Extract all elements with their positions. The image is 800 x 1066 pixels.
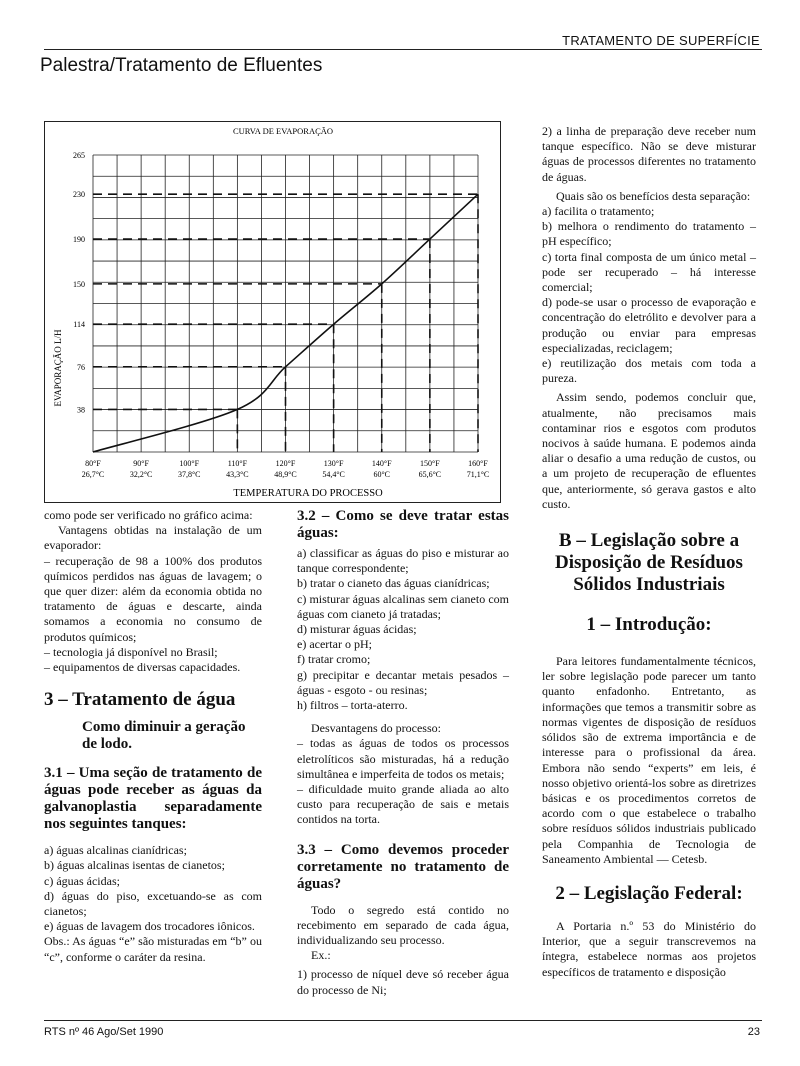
list-item: d) águas do piso, excetuando-se as com cianetos;: [44, 888, 262, 919]
page-section-title: Palestra/Tratamento de Efluentes: [40, 55, 323, 76]
list-item: b) águas alcalinas isentas de cianetos;: [44, 858, 225, 873]
x-axis-label: TEMPERATURA DO PROCESSO: [233, 488, 383, 499]
list-item: b) tratar o cianeto das águas cianídricas;: [297, 576, 490, 591]
footer-rule: [44, 1020, 762, 1021]
list-item: e) acertar o pH;: [297, 637, 372, 652]
x-tick-label-f: 130°F: [323, 459, 344, 468]
heading-3: 3 – Tratamento de água: [44, 689, 236, 711]
x-tick-label-c: 48,9°C: [274, 470, 297, 479]
paragraph: Todo o segredo está contido no recebimento em separado de cada água, individualizando seu processo.: [297, 902, 509, 948]
paragraph: 1) processo de níquel deve só receber água do processo de Ni;: [297, 967, 509, 997]
header-rule: [44, 49, 762, 50]
list-item: c) torta final composta de um único metal – pode ser recuperado – há interesse comercial;: [542, 249, 756, 295]
column-3: [542, 124, 756, 980]
y-tick-label: 265: [73, 151, 85, 160]
x-tick-label-f: 140°F: [371, 459, 392, 468]
heading-b: B – Legislação sobre a Disposição de Resíduos Sólidos Industriais: [555, 530, 743, 596]
x-tick-labels: [82, 459, 490, 479]
y-tick-label: 190: [73, 235, 85, 245]
heading-3-2: 3.2 – Como se deve tratar estas águas:: [297, 508, 509, 541]
paragraph: Ex.:: [311, 948, 331, 963]
note: Obs.: As águas “e” são misturadas em “b” ou “c”, conforme o caráter da resina.: [44, 934, 262, 964]
x-tick-label-c: 60°C: [373, 470, 391, 479]
list-item: a) classificar as águas do piso e misturar ao tanque correspondente;: [297, 546, 509, 576]
x-tick-label-f: 160°F: [468, 459, 488, 468]
x-tick-label-c: 71,1°C: [466, 470, 490, 479]
heading-intro: 1 – Introdução:: [586, 614, 712, 636]
y-tick-labels: [73, 151, 85, 414]
x-tick-label-f: 80°F: [85, 459, 101, 468]
heading-3-3: 3.3 – Como devemos proceder corretamente no tratamento de águas?: [297, 841, 509, 892]
column-2: [297, 508, 509, 998]
x-tick-label-f: 90°F: [133, 459, 149, 468]
x-tick-label-f: 150°F: [420, 459, 440, 468]
list-item: d) pode-se usar o processo de evaporação e concentração do eletrólito e devolver para a produção ou enviar para empresas especializadas, reciclagem;: [542, 295, 756, 355]
list-item: e) águas de lavagem dos trocadores iônicos.: [44, 919, 255, 934]
paragraph: Vantagens obtidas na instalação de um evaporador:: [44, 523, 262, 553]
heading-federal: 2 – Legislação Federal:: [555, 882, 743, 904]
list-item: e) reutilização dos metais com toda a pureza.: [542, 356, 756, 386]
paragraph: Desvantagens do processo:: [311, 721, 441, 736]
evaporation-chart: [44, 121, 501, 503]
list-item: c) misturar águas alcalinas sem cianeto com águas com cianeto já tratadas;: [297, 591, 509, 621]
x-tick-label-c: 26,7°C: [81, 470, 105, 479]
paragraph: – recuperação de 98 a 100% dos produtos químicos perdidos nas águas de lavagem; o que quer dizer: além da economia obtida no tratamento de águas e descarte, ainda somamos a economia no consumo de produtos químicos;: [44, 553, 262, 644]
list-item: d) misturar águas ácidas;: [297, 622, 417, 637]
y-axis-label: EVAPORAÇÃO L/H: [53, 329, 63, 407]
paragraph: – dificuldade muito grande aliada ao alto custo para recuperação de sais e metais contidos na torta.: [297, 782, 509, 827]
treatment-list: [297, 546, 509, 713]
chart-grid: [93, 155, 478, 452]
x-tick-label-f: 100°F: [179, 459, 200, 468]
list-item: c) águas ácidas;: [44, 873, 120, 888]
chart-title: CURVA DE EVAPORAÇÃO: [232, 126, 334, 136]
paragraph: Assim sendo, podemos concluir que, atualmente, não precisamos mais contaminar rios e esgotos com produtos nocivos à saúde humana. E podemos ainda aliar o desafio a uma redução de custos, ou a um projeto de recuperação de efluentes que, anteriormente, só gerava gastos e alto custo.: [542, 390, 756, 511]
column-1: [44, 508, 262, 965]
paragraph: A Portaria n.º 53 do Ministério do Interior, que a seguir transcrevemos na íntegra, estabelece normas aos projetos específicos de tratamento e disposição: [542, 918, 756, 979]
chart-svg: [45, 122, 500, 502]
paragraph: Para leitores fundamentalmente técnicos, ler sobre legislação pode parecer um tanto quanto enfadonho. Entretanto, as informações que temos a transmitir sobre as normas vigentes de disposição de resíduos sólidos são de extrema importância e de interesse para o profissional da área. Embora não sendo “experts” em leis, é nosso objetivo orientá-los sobre as diretrizes básicas e os procedimentos corretos de acordo com o que estabelece o trabalho sobre resíduos sólidos industriais publicado pela Companhia de Tecnologia de Saneamento Ambiental — Cetesb.: [542, 654, 756, 866]
subheading: Como diminuir a geração de lodo.: [82, 719, 246, 753]
y-tick-label: 38: [77, 405, 85, 415]
section-label: TRATAMENTO DE SUPERFÍCIE: [562, 33, 760, 48]
x-tick-label-c: 54,4°C: [322, 470, 345, 479]
list-item: h) filtros – torta-aterro.: [297, 698, 408, 713]
paragraph: 2) a linha de preparação deve receber num tanque específico. Não se deve misturar águas de processos diferentes no tratamento de águas.: [542, 124, 756, 184]
tank-list: [44, 843, 262, 934]
footer-issue: RTS nº 46 Ago/Set 1990: [44, 1026, 164, 1038]
paragraph: – equipamentos de diversas capacidades.: [44, 660, 241, 675]
paragraph: como pode ser verificado no gráfico acima:: [44, 508, 253, 522]
x-tick-label-f: 120°F: [275, 459, 296, 468]
paragraph: – tecnologia já disponível no Brasil;: [44, 644, 218, 659]
paragraph: – todas as águas de todos os processos eletrolíticos são misturadas, há a redução simultânea e imperfeita de todos os metais;: [297, 736, 509, 781]
paragraph: Quais são os benefícios desta separação:: [556, 188, 751, 203]
x-tick-label-c: 65,6°C: [418, 470, 442, 479]
list-item: a) águas alcalinas cianídricas;: [44, 843, 187, 858]
y-tick-label: 76: [77, 362, 85, 372]
list-item: f) tratar cromo;: [297, 652, 371, 667]
list-item: a) facilita o tratamento;: [542, 204, 655, 219]
y-tick-label: 114: [73, 320, 85, 330]
x-tick-label-c: 32,2°C: [129, 470, 153, 479]
list-item: g) precipitar e decantar metais pesados – águas - esgoto - ou resinas;: [297, 667, 509, 697]
x-tick-label-c: 37,8°C: [177, 470, 201, 479]
list-item: b) melhora o rendimento do tratamento – pH específico;: [542, 219, 756, 249]
y-tick-label: 230: [73, 190, 85, 200]
x-tick-label-c: 43,3°C: [226, 470, 249, 479]
y-tick-label: 150: [73, 279, 85, 289]
heading-3-1: 3.1 – Uma seção de tratamento de águas pode receber as águas da galvanoplastia separadamente nos seguintes tanques:: [44, 765, 262, 833]
x-tick-label-f: 110°F: [227, 459, 248, 468]
page-number: 23: [747, 1026, 760, 1038]
